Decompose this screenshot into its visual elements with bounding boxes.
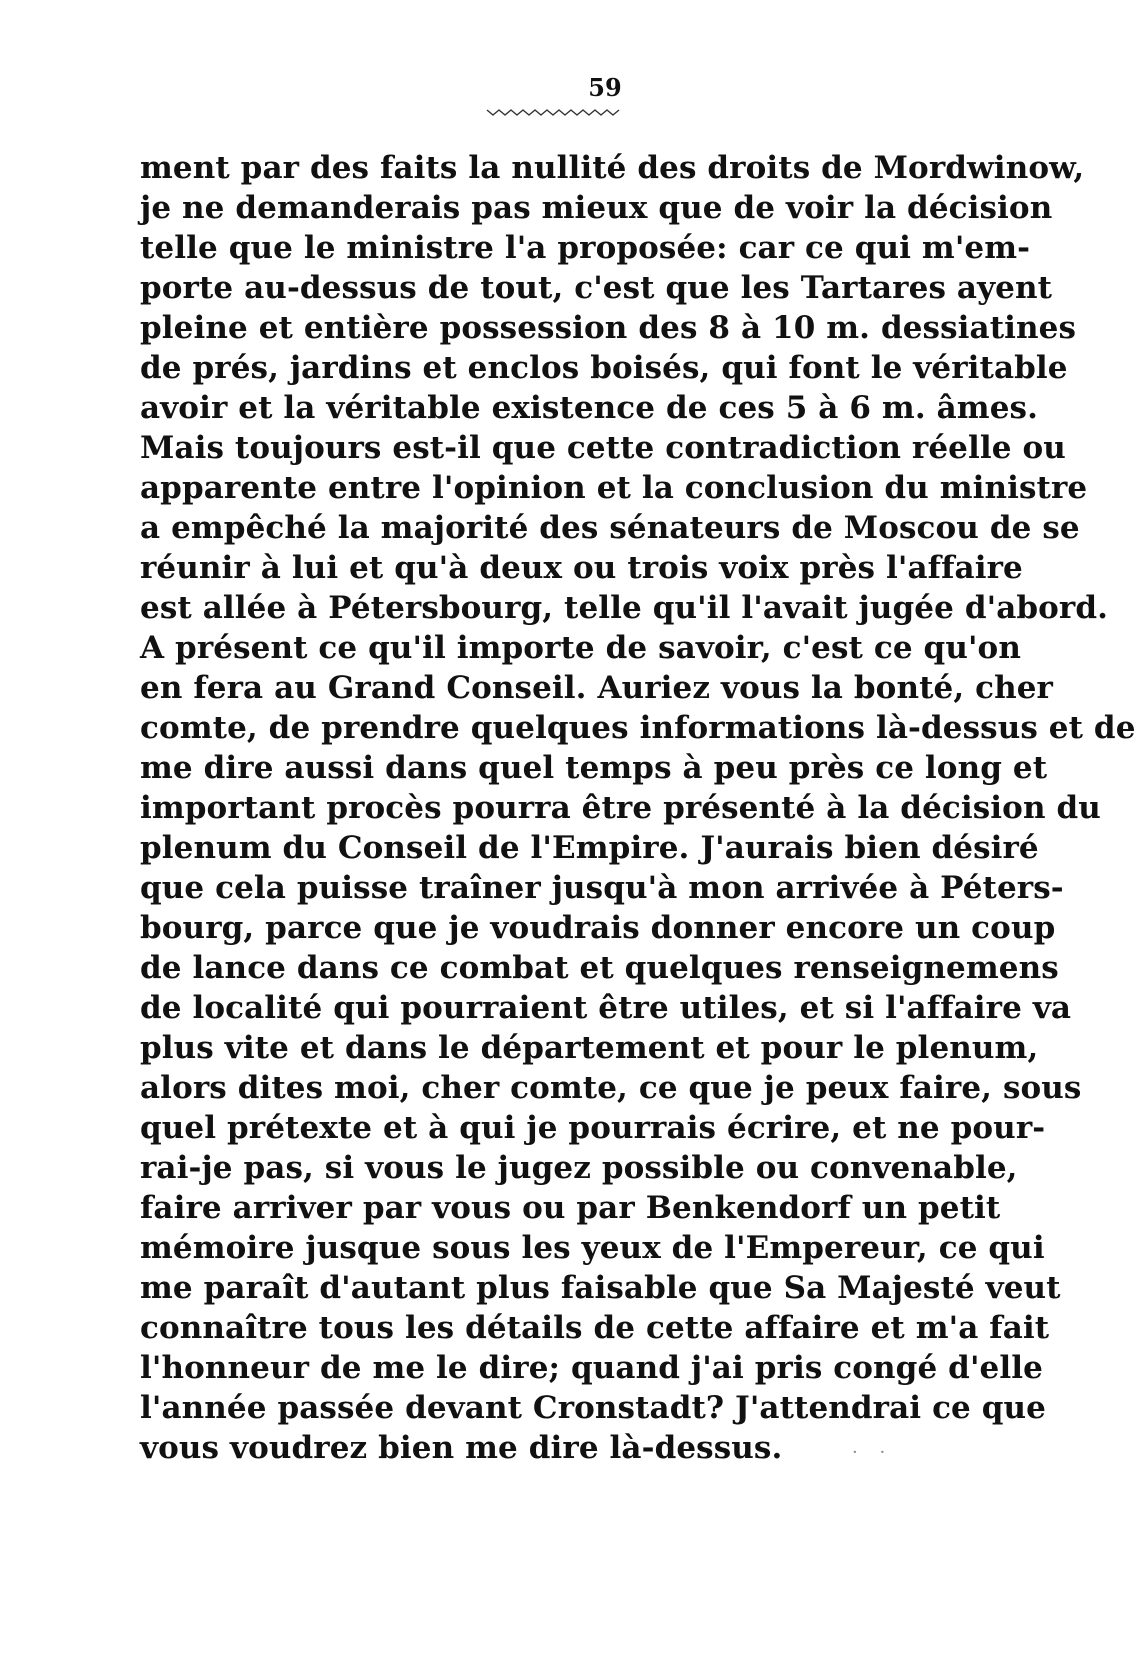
text-line: faire arriver par vous ou par Benkendorf un petit [140, 1190, 1001, 1226]
text-line: que cela puisse traîner jusqu'à mon arrivée à Péters- [140, 870, 1064, 906]
text-line: avoir et la véritable existence de ces 5 à 6 m. âmes. [140, 390, 1038, 426]
text-line: comte, de prendre quelques informations là-dessus et de [140, 710, 1136, 746]
text-line: de prés, jardins et enclos boisés, qui font le véritable [140, 350, 1068, 386]
text-line: telle que le ministre l'a proposée: car ce qui m'em- [140, 230, 1031, 266]
text-line: l'honneur de me le dire; quand j'ai pris congé d'elle [140, 1350, 1043, 1386]
text-line: l'année passée devant Cronstadt? J'attendrai ce que [140, 1390, 1046, 1426]
wavy-rule-icon [485, 104, 625, 118]
text-line: en fera au Grand Conseil. Auriez vous la bonté, cher [140, 670, 1053, 706]
text-line: important procès pourra être présenté à la décision du [140, 790, 1101, 826]
text-line: Mais toujours est-il que cette contradiction réelle ou [140, 430, 1066, 466]
text-line: quel prétexte et à qui je pourrais écrire, et ne pour- [140, 1110, 1046, 1146]
text-line: pleine et entière possession des 8 à 10 m. dessiatines [140, 310, 1077, 346]
page-number-container [0, 73, 1140, 102]
text-line: me paraît d'autant plus faisable que Sa Majesté veut [140, 1270, 1061, 1306]
text-line: plus vite et dans le département et pour le plenum, [140, 1030, 1039, 1066]
text-line: réunir à lui et qu'à deux ou trois voix près l'affaire [140, 550, 1023, 586]
text-line: a empêché la majorité des sénateurs de Moscou de se [140, 510, 1080, 546]
stray-marks: · · [852, 1442, 894, 1463]
text-line: bourg, parce que je voudrais donner encore un coup [140, 910, 1056, 946]
text-line: porte au-dessus de tout, c'est que les Tartares ayent [140, 270, 1053, 306]
text-line: ment par des faits la nullité des droits de Mordwinow, [140, 150, 1085, 186]
text-line: A présent ce qu'il importe de savoir, c'est ce qu'on [140, 630, 1021, 666]
text-line: alors dites moi, cher comte, ce que je peux faire, sous [140, 1070, 1082, 1106]
text-line: est allée à Pétersbourg, telle qu'il l'avait jugée d'abord. [140, 590, 1109, 626]
text-line: de localité qui pourraient être utiles, et si l'affaire va [140, 990, 1072, 1026]
body-text [140, 148, 1136, 1508]
text-line: mémoire jusque sous les yeux de l'Empereur, ce qui [140, 1230, 1045, 1266]
text-line-last: vous voudrez bien me dire là-dessus. [140, 1430, 783, 1466]
page-number: 59 [588, 73, 622, 102]
text-line: connaître tous les détails de cette affaire et m'a fait [140, 1310, 1050, 1346]
text-line: de lance dans ce combat et quelques renseignemens [140, 950, 1059, 986]
text-line: me dire aussi dans quel temps à peu près ce long et [140, 750, 1048, 786]
text-line: je ne demanderais pas mieux que de voir la décision [140, 190, 1053, 226]
text-line: plenum du Conseil de l'Empire. J'aurais bien désiré [140, 830, 1039, 866]
text-line: apparente entre l'opinion et la conclusion du ministre [140, 470, 1088, 506]
text-line: rai-je pas, si vous le jugez possible ou convenable, [140, 1150, 1018, 1186]
